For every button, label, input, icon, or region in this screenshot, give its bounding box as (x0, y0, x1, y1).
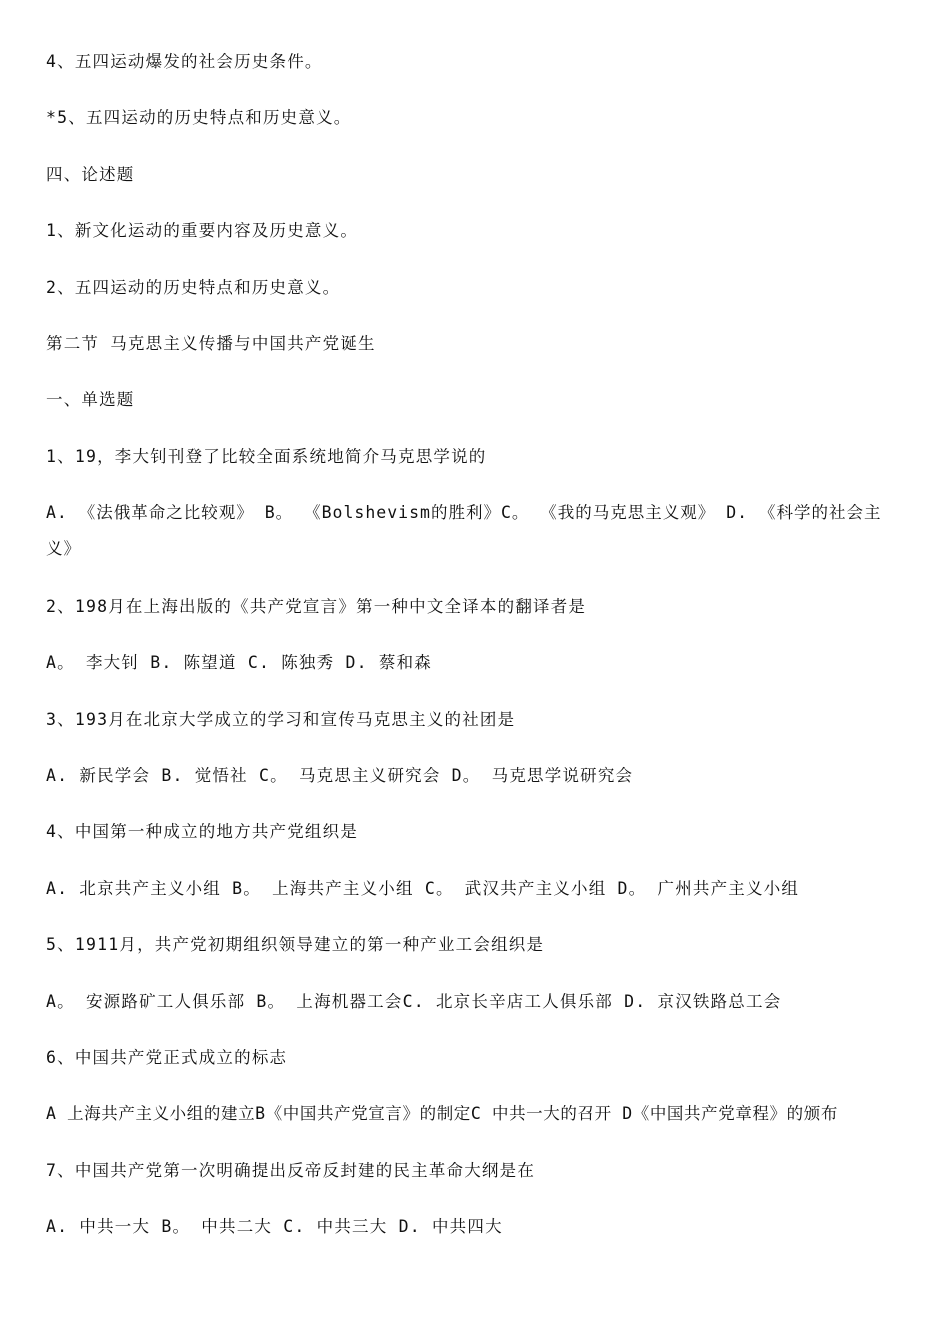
essay-question-1: 1、新文化运动的重要内容及历史意义。 (46, 221, 359, 240)
mc-question-6-options: A 上海共产主义小组的建立B《中国共产党宣言》的制定C 中共一大的召开 D《中国共产党章程》的颁布 (46, 1104, 838, 1123)
mc-question-4-options: A. 北京共产主义小组 B。 上海共产主义小组 C。 武汉共产主义小组 D。 广州共产主义小组 (46, 879, 800, 898)
mc-question-1: 1、19，李大钊刊登了比较全面系统地简介马克思学说的 (46, 447, 487, 466)
mc-question-4: 4、中国第一种成立的地方共产党组织是 (46, 822, 359, 841)
mc-question-2: 2、198月在上海出版的《共产党宣言》第一种中文全译本的翻译者是 (46, 597, 587, 616)
mc-question-2-options: A。 李大钊 B. 陈望道 C. 陈独秀 D. 蔡和森 (46, 653, 432, 672)
mc-question-7-options: A. 中共一大 B。 中共二大 C. 中共三大 D. 中共四大 (46, 1217, 503, 1236)
question-4-five-four-conditions: 4、五四运动爆发的社会历史条件。 (46, 52, 323, 71)
chapter-section-title: 第二节 马克思主义传播与中国共产党诞生 (46, 334, 376, 353)
mc-question-1-options: A. 《法俄革命之比较观》 B。 《Bolshevism的胜利》C。 《我的马克思主义观》 D. 《科学的社会主义》 (46, 503, 882, 558)
mc-question-3-options: A. 新民学会 B. 觉悟社 C。 马克思主义研究会 D。 马克思学说研究会 (46, 766, 634, 785)
section-heading-single-choice: 一、单选题 (46, 390, 135, 409)
mc-question-7: 7、中国共产党第一次明确提出反帝反封建的民主革命大纲是在 (46, 1161, 536, 1180)
section-heading-essay: 四、论述题 (46, 165, 135, 184)
mc-question-3: 3、193月在北京大学成立的学习和宣传马克思主义的社团是 (46, 710, 516, 729)
mc-question-5-options: A。 安源路矿工人俱乐部 B。 上海机器工会C. 北京长辛店工人俱乐部 D. 京汉铁路总工会 (46, 992, 782, 1011)
question-5-five-four-significance: *5、五四运动的历史特点和历史意义。 (46, 108, 352, 127)
essay-question-2: 2、五四运动的历史特点和历史意义。 (46, 278, 341, 297)
mc-question-5: 5、1911月，共产党初期组织领导建立的第一种产业工会组织是 (46, 935, 545, 954)
mc-question-6: 6、中国共产党正式成立的标志 (46, 1048, 288, 1067)
